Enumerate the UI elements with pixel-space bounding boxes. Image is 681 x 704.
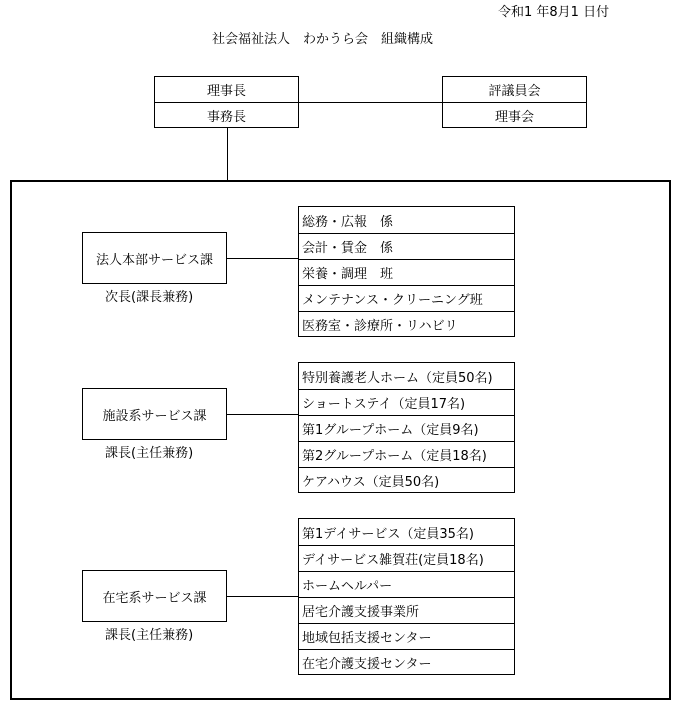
dept-headquarters-service: 法人本部サービス課 bbox=[82, 232, 227, 284]
unit-item: 特別養護老人ホーム（定員50名) bbox=[302, 370, 493, 386]
dept2-connector bbox=[227, 414, 298, 415]
board-box bbox=[442, 76, 587, 128]
unit-item: 総務・広報 係 bbox=[302, 214, 394, 230]
dept1-units bbox=[298, 206, 515, 337]
dept2-units bbox=[298, 362, 515, 493]
dept-headquarters-head: 次長(課長兼務) bbox=[105, 290, 194, 305]
dept3-connector bbox=[227, 596, 298, 597]
page-title: 社会福祉法人 わかうら会 組織構成 bbox=[212, 32, 434, 47]
unit-item: 地域包括支援センター bbox=[299, 623, 514, 649]
dept-facility-service: 施設系サービス課 bbox=[82, 388, 227, 440]
unit-item: 居宅介護支援事業所 bbox=[299, 597, 514, 623]
dept-home-care-service: 在宅系サービス課 bbox=[82, 570, 227, 622]
date-label: 令和1 年8月1 日付 bbox=[498, 5, 610, 20]
board-of-directors-label: 理事会 bbox=[443, 102, 586, 128]
executive-to-org-connector bbox=[227, 128, 228, 180]
dept3-units bbox=[298, 518, 515, 675]
dept-home-care-head: 課長(主任兼務) bbox=[105, 628, 194, 643]
unit-item: 会計・賃金 係 bbox=[299, 233, 514, 259]
unit-item: 医務室・診療所・リハビリ bbox=[299, 311, 514, 336]
unit-item: 第1デイサービス（定員35名) bbox=[302, 526, 474, 542]
dept1-connector bbox=[227, 258, 298, 259]
unit-item: デイサービス雑賀荘(定員18名) bbox=[299, 545, 514, 571]
unit-item: ケアハウス（定員50名) bbox=[299, 467, 514, 492]
executive-box bbox=[154, 76, 299, 128]
executive-board-connector bbox=[299, 102, 442, 103]
unit-item: 第1グループホーム（定員9名) bbox=[299, 415, 514, 441]
unit-item: ホームヘルパー bbox=[299, 571, 514, 597]
unit-item: 栄養・調理 班 bbox=[299, 259, 514, 285]
unit-item: 第2グループホーム（定員18名) bbox=[299, 441, 514, 467]
chairman-label: 理事長 bbox=[206, 84, 246, 99]
unit-item: メンテナンス・クリーニング班 bbox=[299, 285, 514, 311]
unit-item: ショートステイ（定員17名) bbox=[299, 389, 514, 415]
councilors-label: 評議員会 bbox=[488, 84, 541, 99]
unit-item: 在宅介護支援センター bbox=[299, 649, 514, 674]
dept-facility-head: 課長(主任兼務) bbox=[105, 446, 194, 461]
secretary-general-label: 事務長 bbox=[155, 102, 298, 128]
